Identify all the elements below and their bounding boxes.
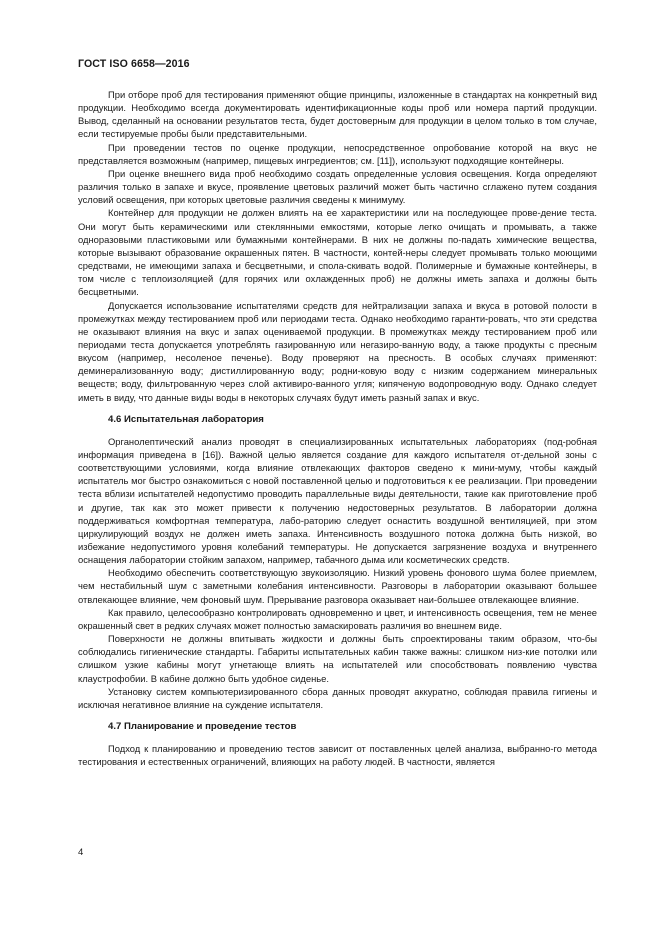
paragraph: Контейнер для продукции не должен влиять на ее характеристики или на последующее прове-дение теста. Они могут быть керамическими или стеклянными емкостями, которые легко очищать и промывать, а также одноразовыми пластиковыми или бумажными контейнерами. В них не должны по-падать химические вещества, которые вызывают образование окрашенных пятен. В частности, контей-неры следует промывать только моющими средствами, не имеющими запаха и бесцветными, и спола-скивать водой. Полимерные и бумажные контейнеры, в том числе с теплоизоляцией (для горячих или охлажденных проб) не должны иметь запаха и должны быть бесцветными.	[78, 207, 597, 298]
paragraph: Органолептический анализ проводят в специализированных испытательных лабораториях (под-робная информация приведена в [16]). Важной целью является создание для каждого испытателя от-дельной зоны с соответствующими условиями, когда влияние отвлекающих факторов сведено к мини-муму, чтобы каждый испытатель мог быстро ознакомиться с новой поставленной целью и подготовиться к ее реализации. При проведении теста вблизи испытателей недопустимо проводить параллельные виды деятельности, такие как приготовление проб и другие, так как это может привести к получению недостоверных результатов. В лаборатории должна поддерживаться комфортная температура, лабо-раторию следует оснастить воздушной вентиляцией, при этом циркулирующий воздух не должен иметь запаха. Интенсивность воздушного потока должна быть низкой, во избежание недопустимого уровня колебаний температуры. Не допускается загрязнение воздуха и внутреннего оснащения лаборатории стойким запахом, например, табачного дыма или косметических средств.	[78, 435, 597, 566]
paragraph: При проведении тестов по оценке продукции, непосредственное опробование которой на вкус не представляется возможным (например, пищевых ингредиентов; см. [11]), используют подходящие контейнеры.	[78, 141, 597, 166]
section-heading-4-7: 4.7 Планирование и проведение тестов	[108, 721, 297, 733]
paragraph: Установку систем компьютеризированного сбора данных проводят аккуратно, соблюдая правила гигиены и исключая негативное влияние на суждение испытателя.	[78, 685, 597, 710]
paragraph: Поверхности не должны впитывать жидкости и должны быть спроектированы таким образом, что-бы соблюдались гигиенические стандарты. Габариты испытательных кабин также важны: слишком низ-кие потолки или слишком узкие кабины могут угнетающе влиять на испытателей или способствовать появлению чувства клаустрофобии. В кабине должно быть удобное сиденье.	[78, 633, 597, 684]
paragraph: При отборе проб для тестирования применяют общие принципы, изложенные в стандартах на конкретный вид продукции. Необходимо всегда документировать идентификационные коды проб или номера партий продукции. Вывод, сделанный на основании результатов теста, будет достоверным для продукции в целом только в том случае, если тестируемые пробы были представительными.	[78, 89, 597, 140]
section-heading-4-6: 4.6 Испытательная лаборатория	[108, 413, 264, 425]
paragraph: Как правило, целесообразно контролировать одновременно и цвет, и интенсивность освещения, тем не менее окрашенный свет в редких случаях может полностью замаскировать различия во внешнем виде.	[78, 606, 597, 631]
paragraph: При оценке внешнего вида проб необходимо создать определенные условия освещения. Когда определяют различия только в запахе и вкусе, проявление цветовых различий может быть частично сглажено путем создания условий освещения, при которых цветовые различия сведены к минимуму.	[78, 167, 597, 206]
paragraph: Необходимо обеспечить соответствующую звукоизоляцию. Низкий уровень фонового шума более приемлем, чем нестабильный шум с заметными колебания интенсивности. Разговоры в лаборатории оказывают большее отвлекающее влияние, чем фоновый шум. Прерывание разговора оказывает наи-большее отвлекающее влияние.	[78, 567, 597, 605]
page-number: 4	[78, 847, 84, 858]
paragraph: Подход к планированию и проведению тестов зависит от поставленных целей анализа, выбранно-го метода тестирования и естественных ограничений, влияющих на работу людей. В частности, является	[78, 743, 597, 768]
document-header: ГОСТ ISO 6658—2016	[78, 58, 190, 70]
paragraph: Допускается использование испытателями средств для нейтрализации запаха и вкуса в ротовой полости в промежутках между тестированием проб или периодами теста. Однако необходимо гаранти-ровать, что эти средства не оказывают влияния на вкус и запах оцениваемой продукции. В промежутках между тестированием проб или периодами теста допускается употреблять газированную или негазиро-ванную воду, а также продукты с пресным вкусом (например, несоленое печенье). Воду проверяют на пресность. В особых случаях применяют: деминерализованную воду; дистиллированную воду; родни-ковую воду с низким содержанием минеральных веществ; воду, фильтрованную через слой активиро-ванного угля; кипяченую водопроводную воду. Однако следует иметь в виду, что данные виды воды в некоторых случаях будут иметь разный запах и вкус.	[78, 299, 597, 403]
document-body	[78, 88, 597, 768]
